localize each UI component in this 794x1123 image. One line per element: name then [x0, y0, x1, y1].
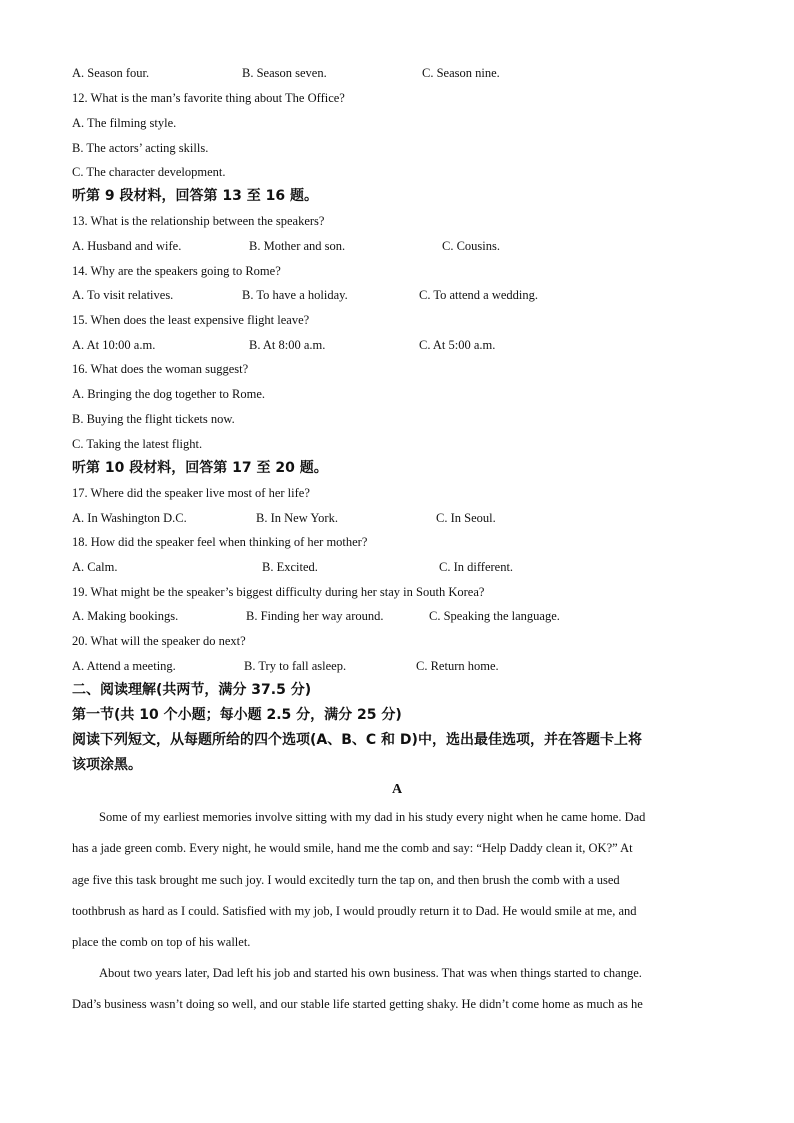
part-2-title: 二、阅读理解(共两节，满分 37.5 分) [72, 682, 312, 698]
passage-line: has a jade green comb. Every night, he would smile, hand me the comb and say: “Help Daddy clean it, OK?” At [72, 841, 633, 855]
q17-stem: 17. Where did the speaker live most of her life? [72, 486, 310, 500]
q15-stem: 15. When does the least expensive flight leave? [72, 313, 310, 327]
q13-option-c: C. Cousins. [442, 239, 501, 253]
q12-option-b: B. The actors’ acting skills. [72, 141, 209, 155]
passage-line: Some of my earliest memories involve sitting with my dad in his study every night when he came home. Dad [99, 810, 646, 824]
passage-line: place the comb on top of his wallet. [72, 935, 251, 949]
q18-option-b: B. Excited. [262, 560, 318, 574]
q12-option-a: A. The filming style. [72, 116, 177, 130]
q15-option-b: B. At 8:00 a.m. [249, 338, 326, 352]
instruction-line-2: 该项涂黑。 [72, 757, 142, 773]
q16-option-a: A. Bringing the dog together to Rome. [72, 387, 266, 401]
q19-stem: 19. What might be the speaker’s biggest difficulty during her stay in South Korea? [72, 585, 485, 599]
q19-option-a: A. Making bookings. [72, 609, 179, 623]
q13-option-a: A. Husband and wife. [72, 239, 182, 253]
q12-stem: 12. What is the man’s favorite thing about The Office? [72, 91, 345, 105]
q11-option-b: B. Season seven. [242, 66, 327, 80]
q17-option-b: B. In New York. [256, 511, 338, 525]
q20-option-c: C. Return home. [416, 659, 499, 673]
q18-option-a: A. Calm. [72, 560, 118, 574]
passage-line: Dad’s business wasn’t doing so well, and our stable life started getting shaky. He didn’t come home as much as he [72, 997, 643, 1011]
q14-option-b: B. To have a holiday. [242, 288, 348, 302]
q20-option-b: B. Try to fall asleep. [244, 659, 347, 673]
q16-option-c: C. Taking the latest flight. [72, 437, 203, 451]
q12-option-c: C. The character development. [72, 165, 226, 179]
q13-option-b: B. Mother and son. [249, 239, 346, 253]
q15-option-c: C. At 5:00 a.m. [419, 338, 496, 352]
q13-stem: 13. What is the relationship between the speakers? [72, 214, 325, 228]
q14-option-c: C. To attend a wedding. [419, 288, 539, 302]
q11-option-c: C. Season nine. [422, 66, 500, 80]
q20-option-a: A. Attend a meeting. [72, 659, 176, 673]
q20-stem: 20. What will the speaker do next? [72, 634, 246, 648]
passage-line: toothbrush as hard as I could. Satisfied with my job, I would proudly return it to Dad. He would smile at me, and [72, 904, 637, 918]
q17-option-a: A. In Washington D.C. [72, 511, 187, 525]
q14-option-a: A. To visit relatives. [72, 288, 174, 302]
section-10-heading: 听第 10 段材料，回答第 17 至 20 题。 [72, 460, 328, 476]
q18-stem: 18. How did the speaker feel when thinking of her mother? [72, 535, 368, 549]
q19-option-c: C. Speaking the language. [429, 609, 560, 623]
instruction-line-1: 阅读下列短文，从每题所给的四个选项(A、B、C 和 D)中，选出最佳选项，并在答题卡上将 [72, 732, 642, 748]
section-1-title: 第一节(共 10 个小题；每小题 2.5 分，满分 25 分) [72, 707, 402, 723]
q18-option-c: C. In different. [439, 560, 514, 574]
section-9-heading: 听第 9 段材料，回答第 13 至 16 题。 [72, 188, 318, 204]
q16-option-b: B. Buying the flight tickets now. [72, 412, 235, 426]
q15-option-a: A. At 10:00 a.m. [72, 338, 156, 352]
q16-stem: 16. What does the woman suggest? [72, 362, 249, 376]
q11-option-a: A. Season four. [72, 66, 150, 80]
passage-line: About two years later, Dad left his job and started his own business. That was when things started to change. [99, 966, 642, 980]
passage-line: age five this task brought me such joy. I would excitedly turn the tap on, and then brush the comb with a used [72, 873, 620, 887]
q17-option-c: C. In Seoul. [436, 511, 496, 525]
q14-stem: 14. Why are the speakers going to Rome? [72, 264, 281, 278]
q19-option-b: B. Finding her way around. [246, 609, 384, 623]
passage-label: A [391, 782, 403, 797]
